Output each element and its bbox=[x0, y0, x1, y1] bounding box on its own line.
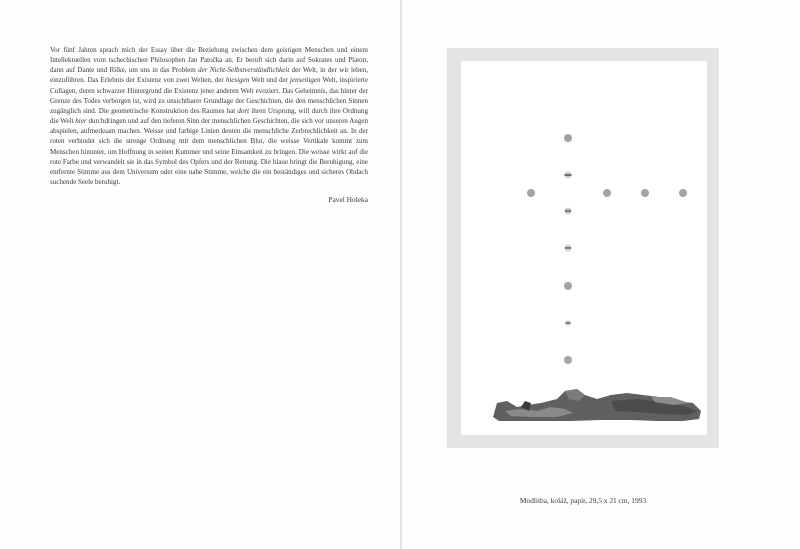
essay-segment: Vor fünf Jahren sprach mich der Essay über die Beziehung zwischen dem geistigen Menschen und einem Intellektuellen vom tschechischen Philosophen Jan Patočka an. Er beruft sich darin auf Sokrates und Platon, dann auf Dante und Rilke, um uns in das Problem bbox=[50, 46, 368, 75]
essay-italic: jenseitigen bbox=[290, 76, 321, 85]
essay-segment: Welt, inspirierte Collagen, deren schwarzer Hintergrund die Existenz jener anderen Welt evoziert. Das Geheimnis, das hinter der Grenze des Todes verborgen ist, wird zu unsichtbarer Grundlage der Geschichten, die den menschlichen Sinnen zugänglich sind. Die geometrische Konstruktion des Raumes hat bbox=[50, 76, 369, 115]
essay-segment: der Welt, in der wir leben, einzuführen. Das Erlebnis der Existenz von zwei Welten, der bbox=[50, 66, 369, 85]
essay-segment: ihren Ursprung, will durch ihre Ordnung die Welt bbox=[50, 106, 368, 126]
figure-dot-4 bbox=[565, 320, 571, 326]
figure-dot-2 bbox=[565, 208, 572, 215]
artwork-collage bbox=[461, 61, 707, 435]
figure-dot-1 bbox=[565, 172, 572, 179]
dot-middle bbox=[564, 282, 572, 290]
dot-left bbox=[527, 189, 535, 197]
dot-bottom bbox=[564, 356, 572, 364]
dot-top bbox=[564, 134, 572, 142]
figure-dot-3 bbox=[565, 245, 572, 252]
essay-italic: dort bbox=[237, 106, 250, 115]
essay-segment: durchdringen und auf den tieferen Sinn der menschlichen Geschichten, die sich vor unseren Augen abspielen, aufmerksam machen. Weisse und farbige Linien deuten die menschliche Zerbrechlichkeit an. In der roten verbindet sich die strenge Ordnung mit dem menschlichen Blut, die weisse Vertikale kommt zum Menschen hinunter, um Hoffnung in seinen Kummer und seine Einsamkeit zu bringen. Die weisse wirkt auf die rote Farbe und verwandelt sie in das Symbol des Opfers und der Rettung. Die blaue bringt die Beruhigung, eine entfernte Stimme aus dem Universum oder eine nahe Stimme, welche die ein beständiges und sicheres Obdach suchende Seele beruhigt. bbox=[50, 117, 369, 187]
essay-italic: der Nicht-Selbstverständlichkeit bbox=[198, 66, 290, 75]
lying-figure-sculpture bbox=[493, 389, 701, 421]
essay-text bbox=[50, 45, 368, 204]
dot-right-2 bbox=[641, 189, 649, 197]
essay-paragraph bbox=[50, 45, 368, 187]
essay-segment: Welt und der bbox=[249, 76, 291, 85]
artwork-caption: Modlitba, koláž, papír, 29,5 x 21 cm, 1993 bbox=[519, 496, 647, 505]
author-name: Pavel Holeka bbox=[328, 195, 368, 205]
collage-image bbox=[461, 61, 707, 435]
dot-right-1 bbox=[603, 189, 611, 197]
essay-italic: hiesigen bbox=[225, 76, 250, 85]
dot-right-3 bbox=[679, 189, 687, 197]
book-gutter bbox=[400, 0, 403, 549]
essay-italic: hier bbox=[75, 117, 87, 126]
